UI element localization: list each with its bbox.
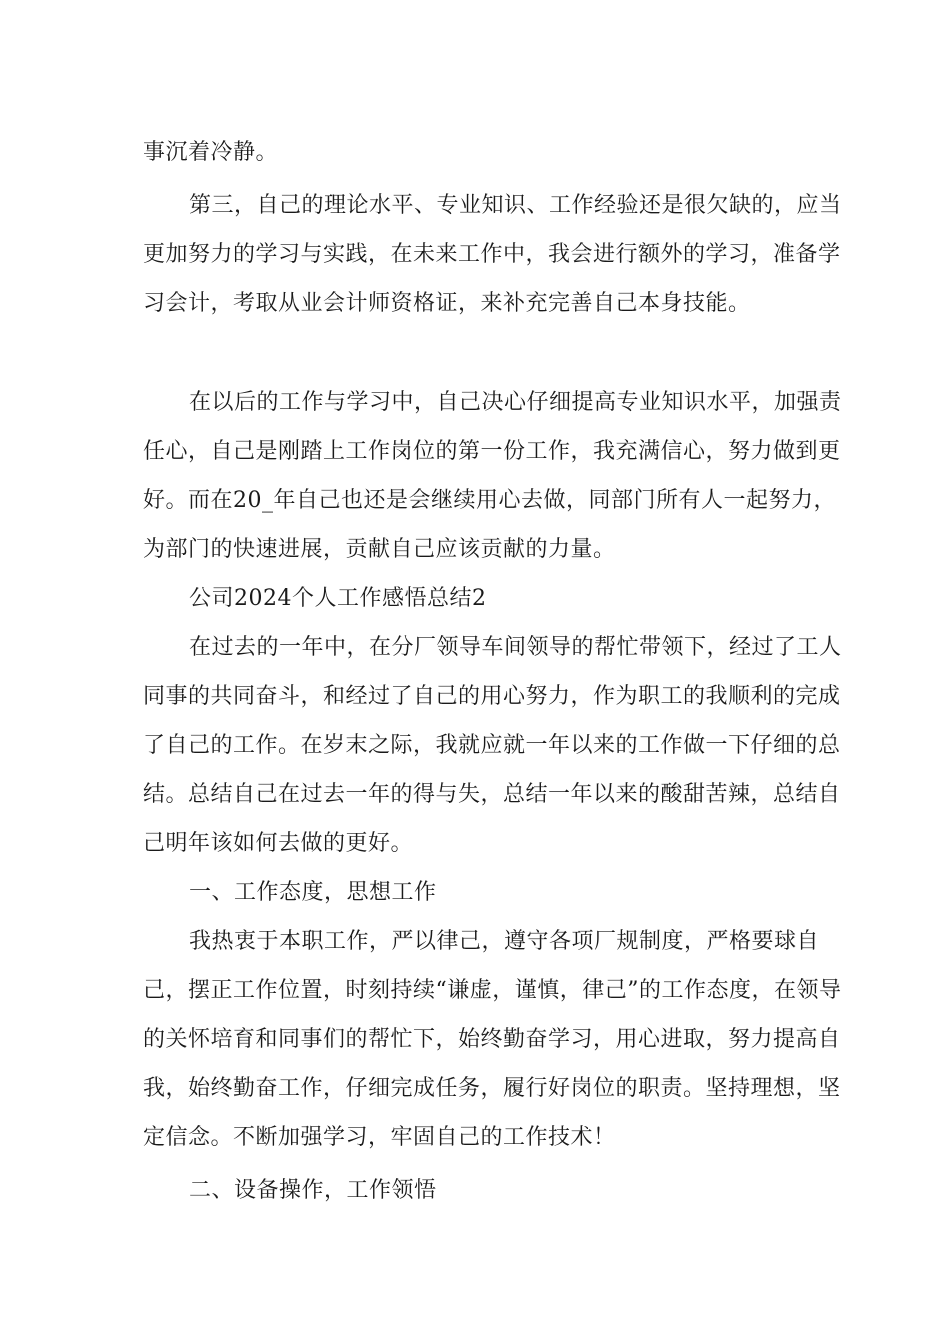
paragraph-third-point: 第三，自己的理论水平、专业知识、工作经验还是很欠缺的，应当更加努力的学习与实践，在未来工作中，我会进行额外的学习，准备学习会计，考取从业会计师资格证，来补充完善自己本身技能。	[143, 193, 842, 316]
paragraph-continuation: 事沉着冷静。	[143, 140, 279, 165]
paragraph-future-plan: 在以后的工作与学习中，自己决心仔细提高专业知识水平，加强责任心，自己是刚踏上工作岗位的第一份工作，我充满信心，努力做到更好。而在20_年自己也还是会继续用心去做，同部门所有人一起努力，为部门的快速进展，贡献自己应该贡献的力量。	[143, 390, 842, 562]
section-title-summary-2: 公司2024个人工作感悟总结2	[189, 586, 487, 611]
paragraph-year-review: 在过去的一年中，在分厂领导车间领导的帮忙带领下，经过了工人同事的共同奋斗，和经过了自己的用心努力，作为职工的我顺利的完成了自己的工作。在岁末之际，我就应就一年以来的工作做一下仔细的总结。总结自己在过去一年的得与失，总结一年以来的酸甜苦辣，总结自己明年该如何去做的更好。	[143, 635, 842, 856]
heading-work-attitude: 一、工作态度，思想工作	[189, 880, 437, 905]
heading-equipment-operation: 二、设备操作，工作领悟	[189, 1178, 437, 1203]
document-body	[143, 128, 843, 1215]
paragraph-work-attitude: 我热衷于本职工作，严以律己，遵守各项厂规制度，严格要球自己，摆正工作位置，时刻持续“谦虚，谨慎，律己”的工作态度，在领导的关怀培育和同事们的帮忙下，始终勤奋学习，用心进取，努力提高自我，始终勤奋工作，仔细完成任务，履行好岗位的职责。坚持理想，坚定信念。不断加强学习，牢固自己的工作技术！	[143, 929, 842, 1150]
